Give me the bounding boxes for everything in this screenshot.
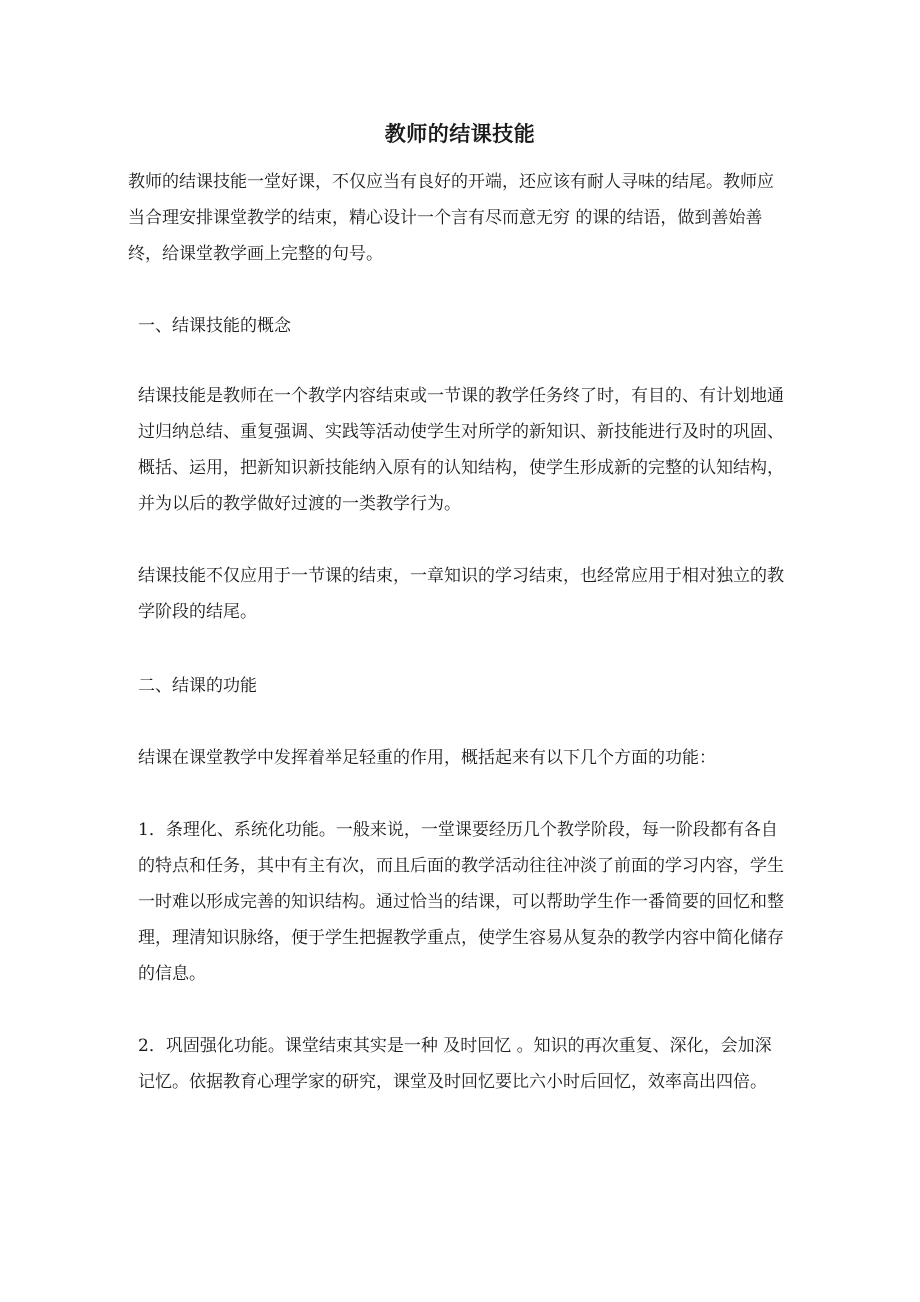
section2-heading: 二、结课的功能 [138,676,257,696]
section1-paragraph-1: 结课技能是教师在一个教学内容结束或一节课的教学任务终了时，有目的、有计划地通过归纳总结、重复强调、实践等活动使学生对所学的新知识、新技能进行及时的巩固、概括、运用，把新知识新技能纳入原有的认知结构，使学生形成新的完整的认知结构，并为以后的教学做好过渡的一类教学行为。 [138,386,784,514]
list-item-1: 1．条理化、系统化功能。一般来说，一堂课要经历几个教学阶段，每一阶段都有各自的特点和任务，其中有主有次，而且后面的教学活动往往冲淡了前面的学习内容，学生一时难以形成完善的知识结构。通过恰当的结课，可以帮助学生作一番简要的回忆和整理，理清知识脉络，便于学生把握教学重点，使学生容易从复杂的教学内容中简化储存的信息。 [138,820,784,984]
section1-heading: 一、结课技能的概念 [138,316,291,336]
intro-paragraph: 教师的结课技能一堂好课，不仅应当有良好的开端，还应该有耐人寻味的结尾。教师应当合理安排课堂教学的结束，精心设计一个言有尽而意无穷 的课的结语，做到善始善终，给课堂教学画上完整的句号。 [128,172,774,264]
section1-paragraph-2: 结课技能不仅应用于一节课的结束，一章知识的学习结束，也经常应用于相对独立的教学阶段的结尾。 [138,566,784,622]
section2-paragraph-1: 结课在课堂教学中发挥着举足轻重的作用，概括起来有以下几个方面的功能： [138,748,716,768]
list-item-2: 2．巩固强化功能。课堂结束其实是一种 及时回忆 。知识的再次重复、深化，会加深记忆。依据教育心理学家的研究，课堂及时回忆要比六小时后回忆，效率高出四倍。 [138,1036,772,1092]
document-title: 教师的结课技能 [384,121,536,146]
